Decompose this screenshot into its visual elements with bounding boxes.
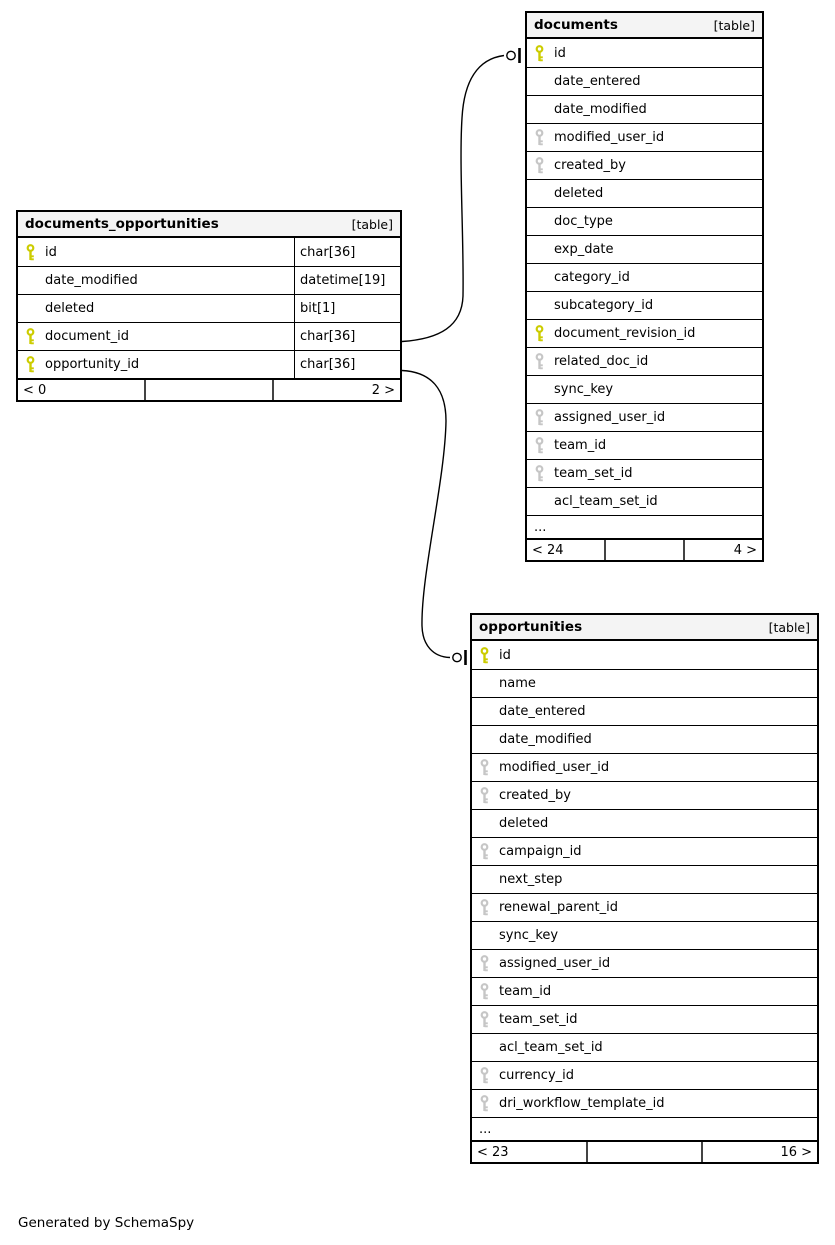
key-cell [479, 759, 499, 776]
column-name: deleted [45, 301, 95, 316]
foreign-key-icon [534, 353, 545, 370]
key-cell [479, 955, 499, 972]
primary-key-icon [25, 244, 36, 261]
column-row-dri_workflow_template_id [472, 1089, 817, 1117]
column-row-id [527, 39, 762, 67]
column-row-created_by [472, 781, 817, 809]
footer-parents-count: < 24 [532, 542, 564, 558]
column-name: opportunity_id [45, 357, 140, 372]
table-title: opportunities [479, 619, 583, 635]
key-cell [479, 1095, 499, 1112]
footer-children-count: 2 > [272, 380, 400, 400]
table-footer [527, 538, 762, 560]
column-name: date_entered [554, 74, 641, 89]
column-row-team_set_id [472, 1005, 817, 1033]
key-cell [25, 356, 45, 373]
column-row-acl_team_set_id [527, 487, 762, 515]
table-header[interactable] [472, 615, 817, 641]
column-row-sync_key [527, 375, 762, 403]
column-name: modified_user_id [499, 760, 610, 775]
ellipsis-text: ... [534, 519, 547, 535]
table-header[interactable] [18, 212, 400, 238]
column-type: datetime[19] [294, 267, 400, 294]
column-row-opportunity_id [18, 350, 400, 378]
column-type: bit[1] [294, 295, 400, 322]
column-row-campaign_id [472, 837, 817, 865]
key-cell [534, 437, 554, 454]
primary-key-icon [534, 325, 545, 342]
relationship-curve [402, 371, 450, 658]
column-name: acl_team_set_id [554, 494, 658, 509]
primary-key-icon [534, 45, 545, 62]
key-cell [25, 328, 45, 345]
column-name: team_set_id [554, 466, 633, 481]
relationship-curve [402, 56, 504, 342]
table-footer [18, 378, 400, 400]
column-name: document_revision_id [554, 326, 696, 341]
footer-middle-cell [604, 540, 683, 560]
column-name: modified_user_id [554, 130, 665, 145]
relationship-document-id-to-documents [402, 48, 520, 342]
column-name: next_step [499, 872, 563, 887]
foreign-key-icon [479, 1067, 490, 1084]
column-row-sync_key [472, 921, 817, 949]
column-name: date_modified [554, 102, 647, 117]
column-row-deleted [18, 294, 400, 322]
column-row-date_modified [527, 95, 762, 123]
generated-by-note: Generated by SchemaSpy [18, 1215, 195, 1231]
column-row-created_by [527, 151, 762, 179]
zero-cardinality-circle-icon [453, 653, 461, 661]
column-name: id [554, 45, 566, 61]
column-name: category_id [554, 270, 630, 285]
column-row-date_modified [18, 266, 400, 294]
key-cell [534, 325, 554, 342]
table-header[interactable] [527, 13, 762, 39]
column-name: campaign_id [499, 844, 582, 859]
column-row-id [472, 641, 817, 669]
key-cell [479, 1067, 499, 1084]
column-name: currency_id [499, 1068, 575, 1083]
column-row-modified_user_id [472, 753, 817, 781]
column-row-exp_date [527, 235, 762, 263]
column-row-id [18, 238, 400, 266]
more-columns-ellipsis [527, 515, 762, 538]
column-row-subcategory_id [527, 291, 762, 319]
foreign-key-icon [534, 157, 545, 174]
footer-middle-cell [586, 1142, 702, 1162]
column-row-date_entered [472, 697, 817, 725]
column-name: name [499, 676, 536, 691]
column-name: dri_workflow_template_id [499, 1096, 665, 1111]
table-documents[interactable] [525, 11, 764, 562]
key-cell [534, 465, 554, 482]
relationship-opportunity-id-to-opportunities [402, 371, 466, 666]
column-row-related_doc_id [527, 347, 762, 375]
key-cell [534, 409, 554, 426]
key-cell [534, 129, 554, 146]
column-row-name [472, 669, 817, 697]
column-row-acl_team_set_id [472, 1033, 817, 1061]
column-row-date_entered [527, 67, 762, 95]
table-documents_opportunities[interactable] [16, 210, 402, 402]
column-row-team_set_id [527, 459, 762, 487]
column-name: id [45, 244, 57, 260]
key-cell [479, 983, 499, 1000]
footer-children-count: 16 > [701, 1142, 817, 1162]
footer-middle-cell [144, 380, 272, 400]
column-name: team_id [554, 438, 607, 453]
ellipsis-text: ... [479, 1121, 492, 1137]
column-row-team_id [527, 431, 762, 459]
primary-key-icon [479, 647, 490, 664]
foreign-key-icon [479, 955, 490, 972]
column-name: created_by [554, 158, 626, 173]
table-footer [472, 1140, 817, 1162]
foreign-key-icon [479, 1095, 490, 1112]
foreign-key-icon [534, 465, 545, 482]
foreign-key-icon [479, 1011, 490, 1028]
column-row-deleted [472, 809, 817, 837]
column-row-deleted [527, 179, 762, 207]
column-row-next_step [472, 865, 817, 893]
column-row-currency_id [472, 1061, 817, 1089]
column-name: team_id [499, 984, 552, 999]
column-row-assigned_user_id [527, 403, 762, 431]
column-name: id [499, 647, 511, 663]
column-row-modified_user_id [527, 123, 762, 151]
column-row-document_revision_id [527, 319, 762, 347]
foreign-key-icon [479, 843, 490, 860]
column-row-assigned_user_id [472, 949, 817, 977]
key-cell [479, 787, 499, 804]
column-name: assigned_user_id [499, 956, 611, 971]
column-name: doc_type [554, 214, 613, 229]
column-name: date_modified [45, 273, 138, 288]
primary-key-icon [25, 356, 36, 373]
column-row-renewal_parent_id [472, 893, 817, 921]
column-name: team_set_id [499, 1012, 578, 1027]
table-title: documents_opportunities [25, 216, 219, 232]
column-name: subcategory_id [554, 298, 654, 313]
column-name: exp_date [554, 242, 614, 257]
foreign-key-icon [479, 983, 490, 1000]
footer-children-count: 4 > [683, 540, 762, 560]
column-name: assigned_user_id [554, 410, 666, 425]
zero-cardinality-circle-icon [507, 51, 515, 59]
key-cell [479, 899, 499, 916]
foreign-key-icon [479, 787, 490, 804]
primary-key-icon [25, 328, 36, 345]
column-name: deleted [499, 816, 549, 831]
key-cell [479, 843, 499, 860]
table-opportunities[interactable] [470, 613, 819, 1164]
footer-parents-count: < 0 [23, 382, 47, 398]
column-name: sync_key [499, 928, 559, 943]
column-name: date_modified [499, 732, 592, 747]
key-cell [534, 45, 554, 62]
key-cell [25, 244, 45, 261]
foreign-key-icon [479, 899, 490, 916]
column-name: related_doc_id [554, 354, 649, 369]
column-name: acl_team_set_id [499, 1040, 603, 1055]
key-cell [479, 647, 499, 664]
foreign-key-icon [534, 129, 545, 146]
foreign-key-icon [534, 409, 545, 426]
table-tag: [table] [768, 619, 810, 635]
column-row-team_id [472, 977, 817, 1005]
column-row-date_modified [472, 725, 817, 753]
key-cell [534, 353, 554, 370]
column-row-category_id [527, 263, 762, 291]
key-cell [479, 1011, 499, 1028]
column-type: char[36] [294, 323, 400, 350]
column-type: char[36] [294, 351, 400, 378]
foreign-key-icon [534, 437, 545, 454]
column-name: deleted [554, 186, 604, 201]
more-columns-ellipsis [472, 1117, 817, 1140]
key-cell [534, 157, 554, 174]
column-name: created_by [499, 788, 571, 803]
table-tag: [table] [351, 216, 393, 232]
column-name: document_id [45, 329, 129, 344]
column-row-doc_type [527, 207, 762, 235]
column-row-document_id [18, 322, 400, 350]
column-name: renewal_parent_id [499, 900, 618, 915]
table-tag: [table] [713, 17, 755, 33]
column-type: char[36] [294, 238, 400, 266]
foreign-key-icon [479, 759, 490, 776]
footer-parents-count: < 23 [477, 1144, 509, 1160]
column-name: sync_key [554, 382, 614, 397]
column-name: date_entered [499, 704, 586, 719]
table-title: documents [534, 17, 618, 33]
